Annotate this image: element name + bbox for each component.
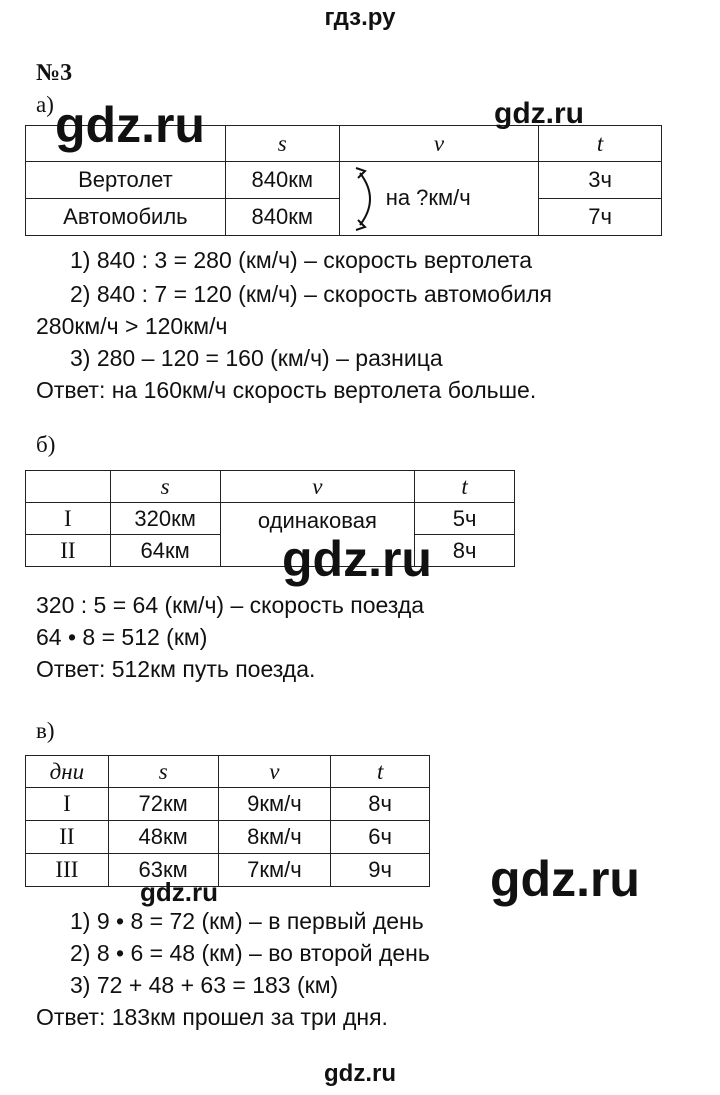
row-distance: 63км (108, 854, 218, 887)
header-cell-empty (26, 471, 111, 503)
solution-line: 64 • 8 = 512 (км) (36, 624, 208, 650)
row-distance: 72км (108, 788, 218, 821)
task-number: №3 (36, 60, 73, 86)
row-time: 8ч (331, 788, 430, 821)
solution-line: 3) 72 + 48 + 63 = 183 (км) (70, 972, 339, 998)
row-name: Вертолет (26, 162, 226, 199)
row-speed: 7км/ч (218, 854, 331, 887)
row-time: 7ч (539, 199, 662, 236)
watermark-logo: gdz.ru (282, 531, 432, 587)
speed-same: одинаковая (257, 508, 377, 533)
watermark-logo: gdz.ru (55, 97, 205, 153)
part-b-label: б) (36, 432, 56, 457)
header-cell-t: t (415, 471, 515, 503)
row-speed: 9км/ч (218, 788, 331, 821)
watermark-logo: gdz.ru (490, 851, 640, 907)
site-header-title: гдз.ру (324, 4, 396, 31)
part-c-label: в) (36, 718, 55, 743)
solution-line: 1) 840 : 3 = 280 (км/ч) – скорость вертолета (70, 247, 533, 273)
comparison-line: 280км/ч > 120км/ч (36, 313, 228, 339)
header-cell-s: s (225, 126, 339, 162)
answer-line: Ответ: на 160км/ч скорость вертолета больше. (36, 377, 537, 403)
part-a-label: а) (36, 92, 54, 117)
header-cell-s: s (108, 756, 218, 788)
row-distance: 840км (225, 162, 339, 199)
solution-line: 3) 280 – 120 = 160 (км/ч) – разница (70, 345, 443, 371)
row-speed: 8км/ч (218, 821, 331, 854)
row-name: III (26, 854, 109, 887)
row-time: 5ч (415, 503, 515, 535)
site-footer-watermark: gdz.ru (324, 1060, 396, 1087)
row-name: I (26, 788, 109, 821)
watermark-logo: gdz.ru (494, 97, 584, 130)
row-name: II (26, 821, 109, 854)
row-name: II (26, 535, 111, 567)
row-name: I (26, 503, 111, 535)
header-cell-v: v (220, 471, 415, 503)
watermark-logo: gdz.ru (140, 877, 218, 907)
header-cell-s: s (110, 471, 220, 503)
header-cell-t: t (539, 126, 662, 162)
row-distance: 48км (108, 821, 218, 854)
speed-question: на ?км/ч (385, 185, 471, 210)
header-cell-days: дни (26, 756, 109, 788)
speed-cell-merged (339, 162, 539, 236)
solution-line: 2) 840 : 7 = 120 (км/ч) – скорость автомобиля (70, 281, 552, 307)
solution-line: 2) 8 • 6 = 48 (км) – во второй день (70, 940, 430, 966)
solution-line: 1) 9 • 8 = 72 (км) – в первый день (70, 908, 424, 934)
row-distance: 64км (110, 535, 220, 567)
row-time: 8ч (415, 535, 515, 567)
row-distance: 840км (225, 199, 339, 236)
answer-line: Ответ: 512км путь поезда. (36, 656, 316, 682)
header-cell-v: v (218, 756, 331, 788)
row-distance: 320км (110, 503, 220, 535)
curved-arrow-icon (354, 167, 384, 231)
row-name: Автомобиль (26, 199, 226, 236)
row-time: 3ч (539, 162, 662, 199)
part-c-table (25, 755, 430, 887)
row-time: 6ч (331, 821, 430, 854)
header-cell-v: v (339, 126, 539, 162)
part-b-table (25, 470, 515, 567)
solution-line: 320 : 5 = 64 (км/ч) – скорость поезда (36, 592, 425, 618)
header-cell-t: t (331, 756, 430, 788)
answer-line: Ответ: 183км прошел за три дня. (36, 1004, 388, 1030)
row-time: 9ч (331, 854, 430, 887)
